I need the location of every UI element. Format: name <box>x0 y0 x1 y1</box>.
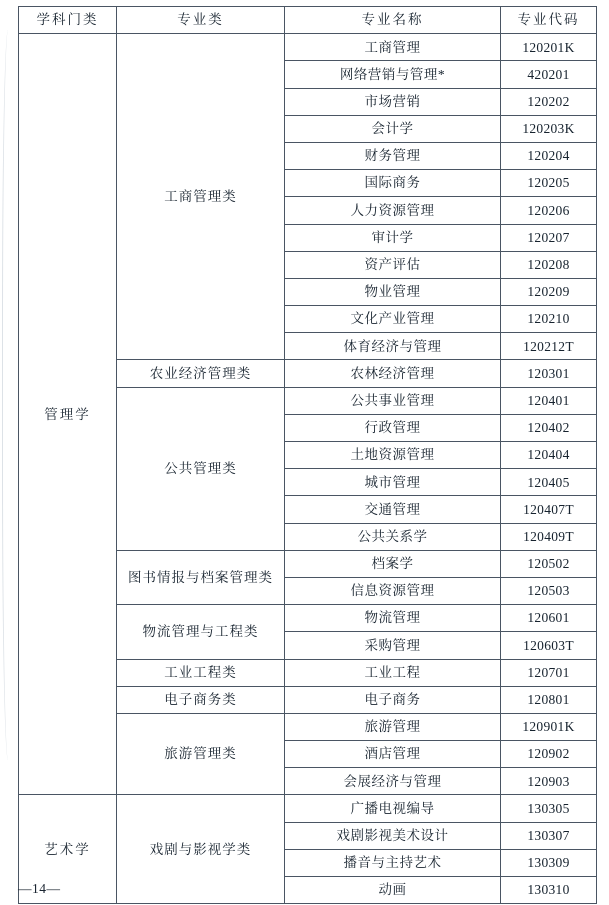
major-code-cell: 120503 <box>501 577 597 604</box>
major-class-cell: 农业经济管理类 <box>117 360 285 387</box>
major-code-cell: 120404 <box>501 442 597 469</box>
major-code-cell: 120212T <box>501 333 597 360</box>
major-name-cell: 财务管理 <box>285 142 501 169</box>
discipline-cell: 管理学 <box>19 34 117 795</box>
major-name-cell: 交通管理 <box>285 496 501 523</box>
major-class-cell: 工商管理类 <box>117 34 285 360</box>
page-number: —14— <box>18 881 61 896</box>
major-class-cell: 图书情报与档案管理类 <box>117 550 285 604</box>
major-code-cell: 120208 <box>501 251 597 278</box>
major-class-cell: 戏剧与影视学类 <box>117 795 285 904</box>
major-name-cell: 公共事业管理 <box>285 387 501 414</box>
major-name-cell: 市场营销 <box>285 88 501 115</box>
major-name-cell: 审计学 <box>285 224 501 251</box>
major-code-cell: 120601 <box>501 605 597 632</box>
major-code-cell: 120202 <box>501 88 597 115</box>
table-row <box>19 795 597 822</box>
major-name-cell: 会展经济与管理 <box>285 768 501 795</box>
major-code-cell: 120402 <box>501 414 597 441</box>
table-body <box>19 34 597 904</box>
major-code-cell: 120207 <box>501 224 597 251</box>
major-name-cell: 工业工程 <box>285 659 501 686</box>
major-name-cell: 体育经济与管理 <box>285 333 501 360</box>
major-class-cell: 工业工程类 <box>117 659 285 686</box>
major-name-cell: 网络营销与管理* <box>285 61 501 88</box>
major-code-cell: 120203K <box>501 115 597 142</box>
major-code-cell: 120409T <box>501 523 597 550</box>
major-code-cell: 120903 <box>501 768 597 795</box>
major-name-cell: 资产评估 <box>285 251 501 278</box>
major-name-cell: 电子商务 <box>285 686 501 713</box>
column-header-major-name: 专业名称 <box>285 7 501 34</box>
major-code-cell: 120502 <box>501 550 597 577</box>
major-code-cell: 130310 <box>501 877 597 904</box>
major-name-cell: 农林经济管理 <box>285 360 501 387</box>
major-class-cell: 电子商务类 <box>117 686 285 713</box>
major-code-cell: 120209 <box>501 278 597 305</box>
major-name-cell: 公共关系学 <box>285 523 501 550</box>
major-name-cell: 动画 <box>285 877 501 904</box>
major-name-cell: 土地资源管理 <box>285 442 501 469</box>
major-name-cell: 采购管理 <box>285 632 501 659</box>
major-code-cell: 120210 <box>501 306 597 333</box>
major-name-cell: 人力资源管理 <box>285 197 501 224</box>
major-class-cell: 物流管理与工程类 <box>117 605 285 659</box>
discipline-cell: 艺术学 <box>19 795 117 904</box>
major-code-cell: 120902 <box>501 741 597 768</box>
major-code-cell: 120206 <box>501 197 597 224</box>
major-class-cell: 旅游管理类 <box>117 713 285 795</box>
major-code-cell: 420201 <box>501 61 597 88</box>
table-row <box>19 34 597 61</box>
major-name-cell: 广播电视编导 <box>285 795 501 822</box>
table-header <box>19 7 597 34</box>
major-code-cell: 130307 <box>501 822 597 849</box>
major-name-cell: 酒店管理 <box>285 741 501 768</box>
major-code-cell: 120405 <box>501 469 597 496</box>
major-code-cell: 120701 <box>501 659 597 686</box>
major-code-cell: 120205 <box>501 170 597 197</box>
major-name-cell: 工商管理 <box>285 34 501 61</box>
major-name-cell: 文化产业管理 <box>285 306 501 333</box>
column-header-major-class: 专业类 <box>117 7 285 34</box>
major-code-cell: 120901K <box>501 713 597 740</box>
major-code-cell: 120204 <box>501 142 597 169</box>
major-name-cell: 播音与主持艺术 <box>285 849 501 876</box>
major-code-cell: 120201K <box>501 34 597 61</box>
major-name-cell: 物流管理 <box>285 605 501 632</box>
major-code-cell: 120603T <box>501 632 597 659</box>
major-code-cell: 120401 <box>501 387 597 414</box>
major-name-cell: 城市管理 <box>285 469 501 496</box>
majors-table <box>18 6 597 904</box>
major-name-cell: 物业管理 <box>285 278 501 305</box>
major-code-cell: 120801 <box>501 686 597 713</box>
major-name-cell: 会计学 <box>285 115 501 142</box>
major-name-cell: 信息资源管理 <box>285 577 501 604</box>
major-code-cell: 130305 <box>501 795 597 822</box>
major-code-cell: 130309 <box>501 849 597 876</box>
major-code-cell: 120407T <box>501 496 597 523</box>
scan-artifact <box>2 30 17 760</box>
table-header-row <box>19 7 597 34</box>
major-class-cell: 公共管理类 <box>117 387 285 550</box>
major-name-cell: 国际商务 <box>285 170 501 197</box>
major-name-cell: 戏剧影视美术设计 <box>285 822 501 849</box>
column-header-major-code: 专业代码 <box>501 7 597 34</box>
column-header-discipline: 学科门类 <box>19 7 117 34</box>
major-code-cell: 120301 <box>501 360 597 387</box>
major-name-cell: 档案学 <box>285 550 501 577</box>
major-name-cell: 旅游管理 <box>285 713 501 740</box>
major-name-cell: 行政管理 <box>285 414 501 441</box>
